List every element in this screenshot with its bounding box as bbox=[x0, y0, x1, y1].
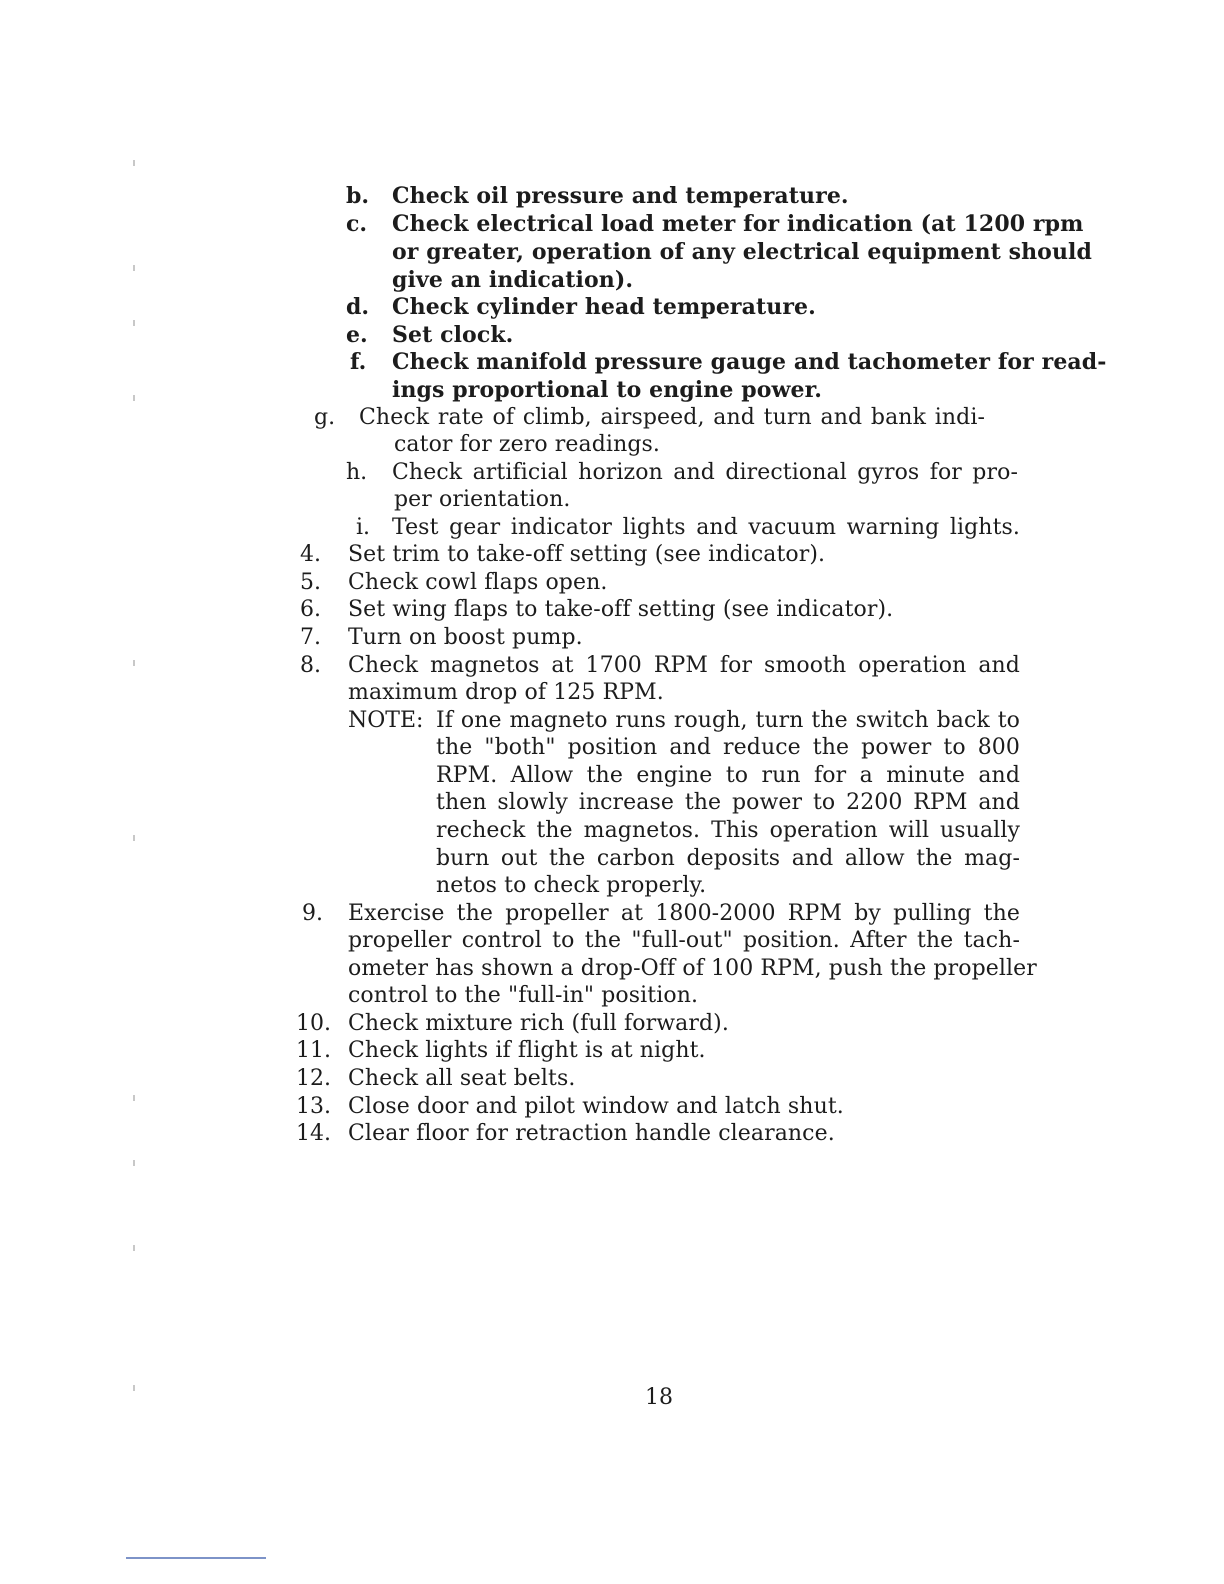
item-9-line-3: ometer has shown a drop-Off of 100 RPM, push the propeller bbox=[348, 956, 1037, 981]
item-f-line-2: ings proportional to engine power. bbox=[392, 377, 823, 403]
item-11-text: Check lights if flight is at night. bbox=[348, 1038, 706, 1063]
item-d-marker: d. bbox=[346, 294, 370, 320]
item-c-line-1: Check electrical load meter for indication (at 1200 rpm bbox=[392, 211, 1084, 237]
item-11-marker: 11. bbox=[296, 1038, 331, 1063]
item-g-line-1: Check rate of climb, airspeed, and turn and bank indi- bbox=[359, 405, 985, 430]
item-i-text: Test gear indicator lights and vacuum warning lights. bbox=[392, 515, 1020, 540]
item-b-text: Check oil pressure and temperature. bbox=[392, 183, 849, 209]
item-8-line-2: maximum drop of 125 RPM. bbox=[348, 680, 664, 705]
item-f-line-1: Check manifold pressure gauge and tachometer for read- bbox=[392, 349, 1107, 375]
item-10-text: Check mixture rich (full forward). bbox=[348, 1011, 729, 1036]
note-line-5: recheck the magnetos. This operation will usually bbox=[436, 818, 1020, 843]
item-e-marker: e. bbox=[346, 322, 368, 348]
item-12-text: Check all seat belts. bbox=[348, 1066, 576, 1091]
item-9-marker: 9. bbox=[302, 901, 323, 926]
note-line-1: If one magneto runs rough, turn the switch back to bbox=[436, 708, 1020, 733]
item-g-line-2: cator for zero readings. bbox=[394, 432, 661, 457]
scan-specks bbox=[133, 0, 137, 1584]
item-4-marker: 4. bbox=[300, 542, 321, 567]
item-h-marker: h. bbox=[346, 460, 368, 485]
note-line-7: netos to check properly. bbox=[436, 873, 707, 898]
item-14-text: Clear floor for retraction handle clearance. bbox=[348, 1121, 835, 1146]
item-9-line-1: Exercise the propeller at 1800-2000 RPM by pulling the bbox=[348, 901, 1020, 926]
item-h-line-2: per orientation. bbox=[394, 487, 571, 512]
item-6-marker: 6. bbox=[300, 597, 321, 622]
item-9-line-2: propeller control to the "full-out" position. After the tach- bbox=[348, 928, 1020, 953]
item-9-line-4: control to the "full-in" position. bbox=[348, 983, 699, 1008]
item-c-line-3: give an indication). bbox=[392, 267, 634, 293]
item-6-text: Set wing flaps to take-off setting (see indicator). bbox=[348, 597, 894, 622]
item-8-line-1: Check magnetos at 1700 RPM for smooth operation and bbox=[348, 653, 1020, 678]
item-5-text: Check cowl flaps open. bbox=[348, 570, 608, 595]
item-g-marker: g. bbox=[314, 405, 336, 430]
item-c-marker: c. bbox=[346, 211, 368, 237]
note-label: NOTE: bbox=[348, 708, 424, 733]
item-12-marker: 12. bbox=[296, 1066, 331, 1091]
note-line-3: RPM. Allow the engine to run for a minute and bbox=[436, 763, 1020, 788]
item-h-line-1: Check artificial horizon and directional gyros for pro- bbox=[392, 460, 1018, 485]
item-7-text: Turn on boost pump. bbox=[348, 625, 583, 650]
note-line-2: the "both" position and reduce the power to 800 bbox=[436, 735, 1020, 760]
item-e-text: Set clock. bbox=[392, 322, 514, 348]
item-13-marker: 13. bbox=[296, 1094, 331, 1119]
bottom-rule bbox=[126, 1557, 266, 1559]
item-10-marker: 10. bbox=[296, 1011, 331, 1036]
item-7-marker: 7. bbox=[300, 625, 321, 650]
page-number: 18 bbox=[645, 1385, 673, 1410]
item-5-marker: 5. bbox=[300, 570, 321, 595]
item-4-text: Set trim to take-off setting (see indicator). bbox=[348, 542, 826, 567]
item-14-marker: 14. bbox=[296, 1121, 331, 1146]
item-13-text: Close door and pilot window and latch shut. bbox=[348, 1094, 844, 1119]
note-line-6: burn out the carbon deposits and allow the mag- bbox=[436, 846, 1020, 871]
item-f-marker: f. bbox=[350, 349, 367, 375]
item-b-marker: b. bbox=[346, 183, 370, 209]
item-c-line-2: or greater, operation of any electrical equipment should bbox=[392, 239, 1092, 265]
note-line-4: then slowly increase the power to 2200 RPM and bbox=[436, 790, 1020, 815]
item-8-marker: 8. bbox=[300, 653, 321, 678]
item-i-marker: i. bbox=[356, 515, 371, 540]
item-d-text: Check cylinder head temperature. bbox=[392, 294, 816, 320]
